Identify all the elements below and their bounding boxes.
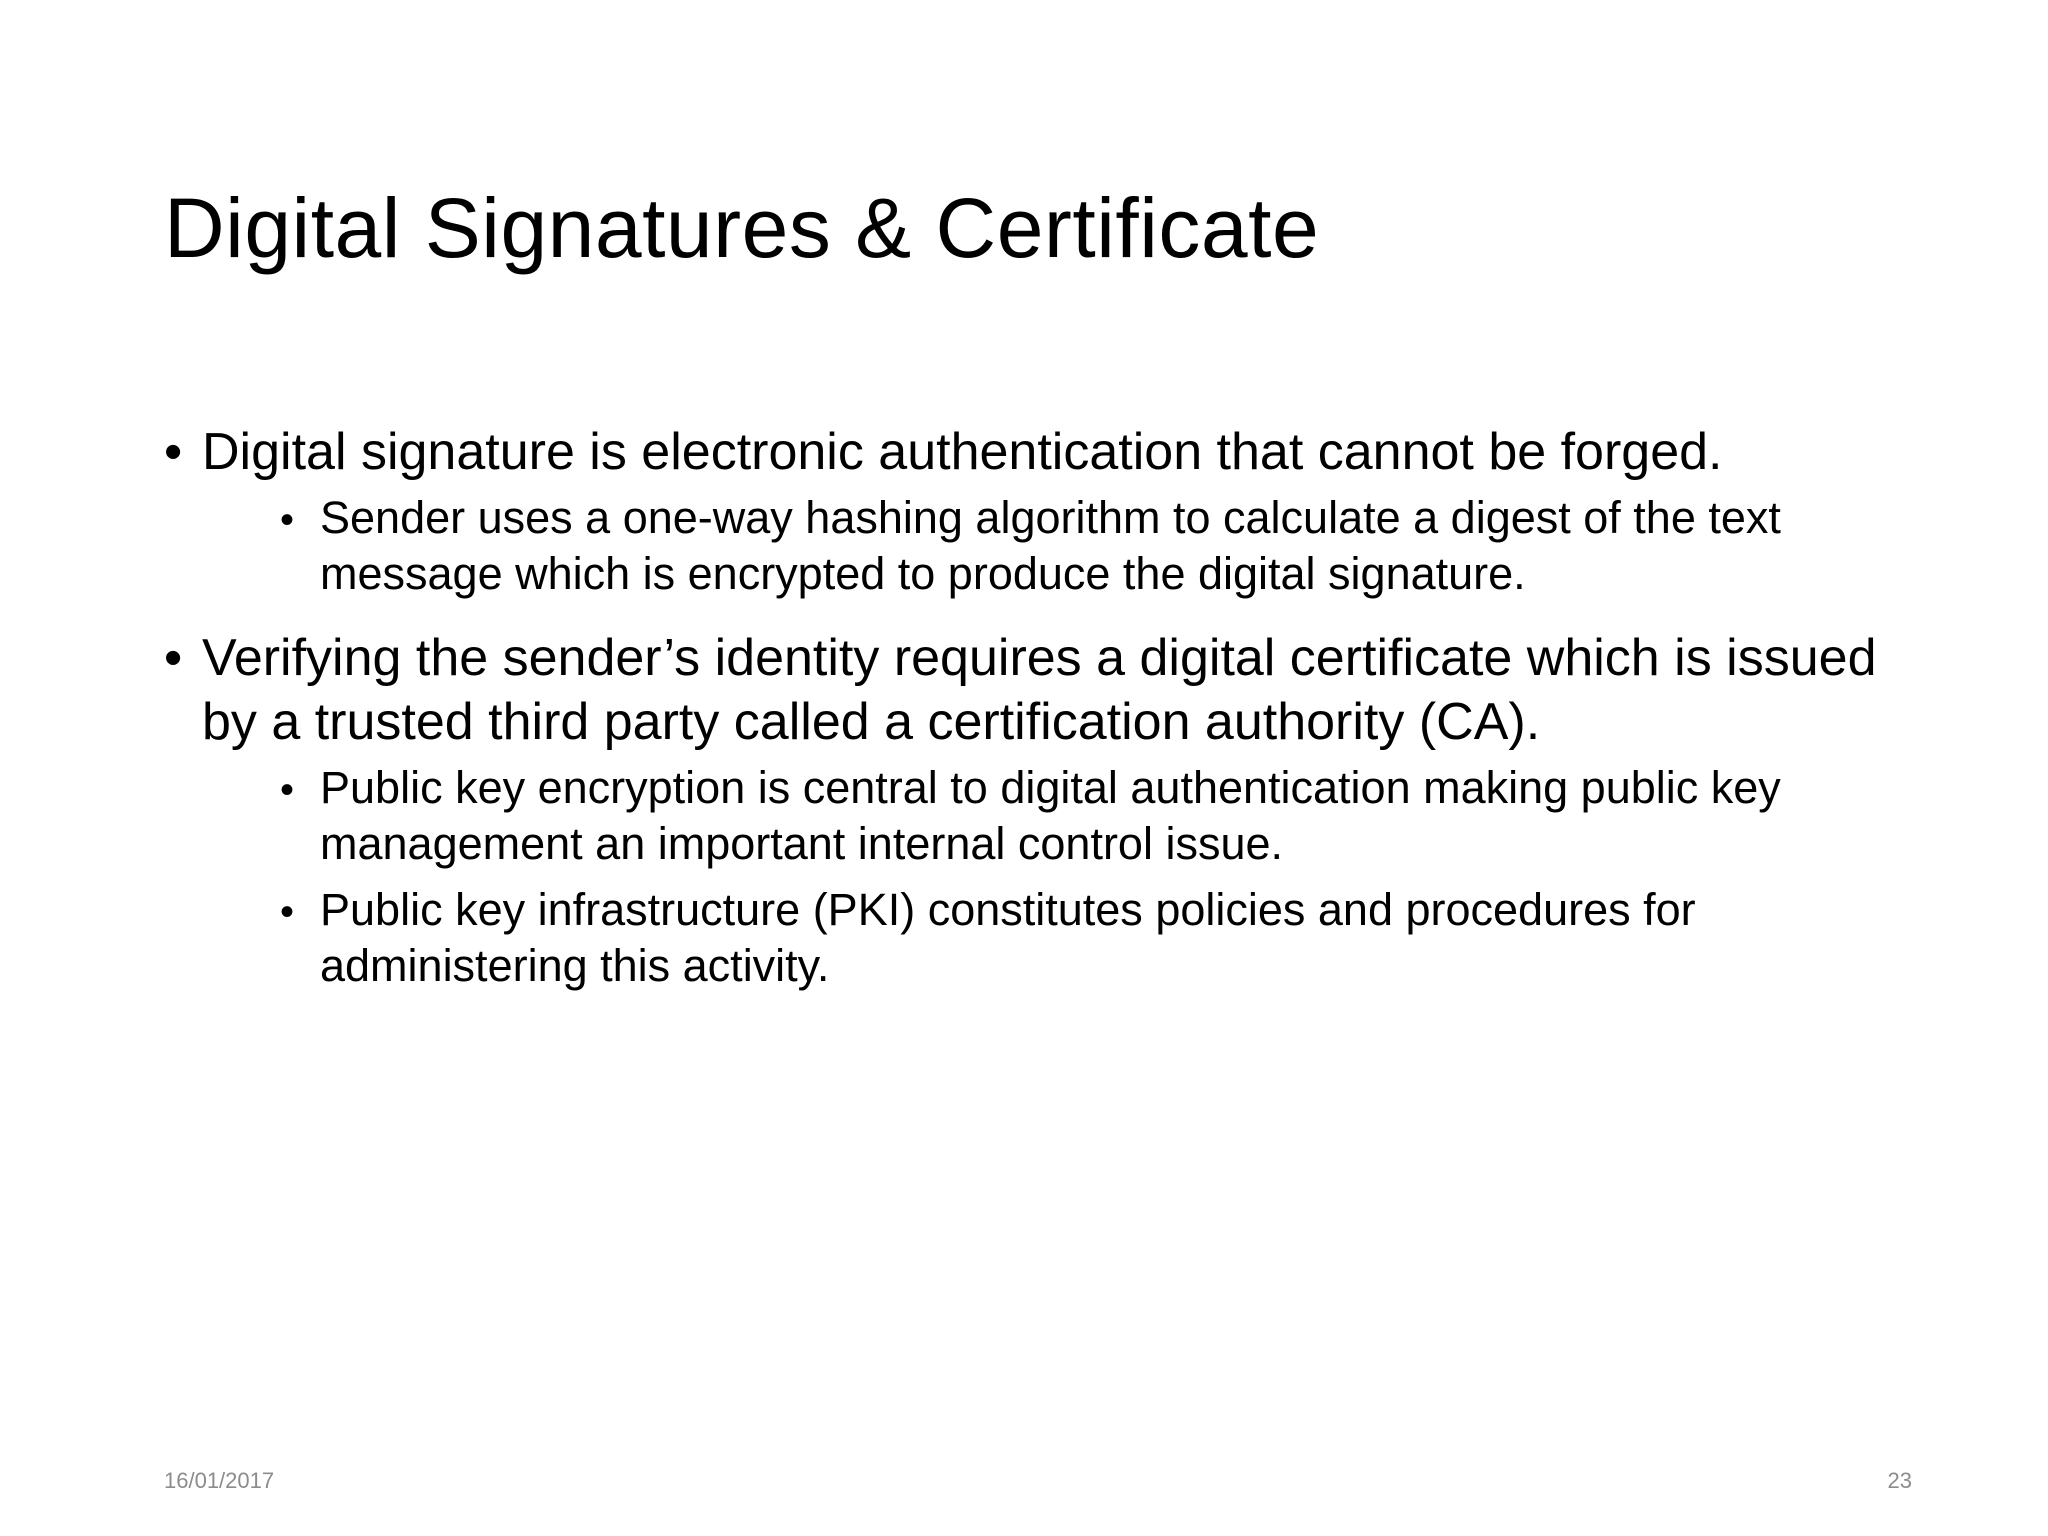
sub-bullet-icon: • <box>280 498 295 542</box>
sub-bullet-icon: • <box>280 890 295 934</box>
slide-number: 23 <box>1887 1468 1912 1493</box>
bullet-text: Digital signature is electronic authentication that cannot be forged. <box>202 423 1723 481</box>
bullet-item <box>164 626 1884 994</box>
bullet-text: Verifying the sender’s identity requires a digital certificate which is issued by a trusted third party called a certification authority (CA). <box>202 629 1877 751</box>
sub-bullet-item <box>280 760 1884 872</box>
bullet-icon: • <box>164 629 183 687</box>
sub-bullet-list <box>280 490 1884 602</box>
sub-bullet-item <box>280 882 1884 994</box>
sub-bullet-text: Public key encryption is central to digital authentication making public key management an important internal control issue. <box>320 762 1781 869</box>
slide-title: Digital Signatures & Certificate <box>164 181 1320 275</box>
sub-bullet-item <box>280 490 1884 602</box>
sub-bullet-text: Sender uses a one-way hashing algorithm to calculate a digest of the text message which is encrypted to produce the digital signature. <box>320 492 1781 599</box>
bullet-list <box>164 420 1884 1004</box>
bullet-item <box>164 420 1884 602</box>
sub-bullet-text: Public key infrastructure (PKI) constitutes policies and procedures for administering this activity. <box>320 884 1696 991</box>
bullet-icon: • <box>164 423 183 481</box>
footer-date: 16/01/2017 <box>164 1468 275 1493</box>
sub-bullet-icon: • <box>280 768 295 812</box>
sub-bullet-list <box>280 760 1884 994</box>
